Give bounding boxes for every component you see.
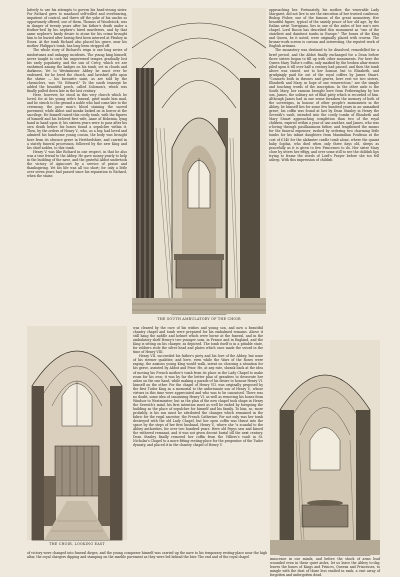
text-column-left-top	[27, 8, 127, 270]
choir-looking-east-engraving	[27, 326, 127, 540]
paragraph: The whole story of Richard's reign is one long series of misfortunes and unhappy incidents. The young king himself, never taught to curb his ungoverned temper, gradually lost his early popularity, and the sun of Crécy, which we are enshrined among the badges on his tomb, set in clouds and darkness. Yet to Westminster Abbey he must ever be endeared, for he loved the church, and lavished gifts upon the shrine — his favourite saint, as are told by the chroniclers, was "St. Edward." To the south transept he added the beautiful porch, called Solomon's, which was finally pulled down late in the last century.	[27, 48, 127, 93]
paragraph: was cleared by the cure of his wishes and young son, and now a beautiful chantry chapel and tomb were prepared for his embalmed remains. Above it still hang the saddle and helmet which were borne at the funeral, and in the ambulatory shelf Henry's two younger sons, in France and in England, and the King is sitting on his charger, as depicted. The tomb itself is in a pitiable state, for robbers stole the silver head and plates which once made the sword in the time of Henry VIII.	[133, 326, 263, 355]
paragraph: of victory were changed into funeral dirges, and the young conqueror himself was carried up the nave to his temporary resting-place near the high altar, the royal chargers dipping and stamping on the marble pavement as they were led behind the bier. The end and of the royal chapel	[27, 551, 267, 560]
paragraph: Henry V. was like Richard in one respect, in that he also was a true friend to the Abbey. He gave money yearly to help in the building of the nave, and the grateful Abbot undertook the victory of Agincourt by a service of praise and thanksgiving. Yet his life was all too short; for only a little over seven years had passed since his reparation to Richard, when the stains	[27, 149, 127, 178]
paragraph: Here, however, he stood in this very church which he loved, for at his young wife's funeral, grief made him mad, and he struck to the ground a noble who had come late to the ceremony, the poor man's blood staining the sacred pavement; while Abbot and monks looked on in horror at the sacrilege. He himself raised this costly tomb, with the figures of himself and his beloved first wife, Anne of Bohemia, lying hand in hand upon it; his sixteen years were to pass after his own death before his bones found a sepulchre within it. Then, by the orders of Henry V., who, as a boy, had loved and admired his handsome young cousin, the body was brought here from its obscure grave in Hertfordshire, and carried in a stately funeral procession, followed by the new King and his chief nobles, to this tomb.	[27, 92, 127, 150]
paragraph: The monastery was destined to be dissolved, remodelled for a brief period, and the Abbot finally exchanged for a Dean before three sisters began to fill up with other monuments. For here the Queen Mary Tudor's coffin, only marked by the broken altar-stones piled upon it till over half a century had passed, and then the tomb above was raised, not to her honour, but to Elizabeth, and grudgingly paid for out of the royal coffers by James Stuart. "Consorts both in thrones and graves, here rest we two sisters, Elizabeth and Mary, in hope of one resurrection," are the simple and touching words of the inscription. In the other aisle is the South Mary, her ransom brought here from Fotheringhay by her son, James, the solitary act of filial piety which is recorded of him. Although James had in one sense forsaken the memory of both of the sovereigns, in honour of other people's monuments in the Abbey, he himself lies for some few hundred years in an unmarked grave; his coffin was found at last by Dean Stanley in Henry the Seventh's vault, intruded into the costly tombs of Elizabeth and Mary Stuart approaching completion than two of the royal children, expired within a year of one another, and James, who was a-loving through pusillanimous father, and lengthened the means for the funeral expenses; rushed by ordering two charming little tombs for his infant daughters from Maximilian Poulteau at the cost of £140 for the alabaster cradle tomb alone, where the quaint baby Sophia, who died when only three days old, sleeps as peacefully as it is given to few Princesses to do. Her sister Mary close by utters her effigy, and over some still to see the childish lips trying to frame the words of Lord's Prayer before she too fell asleep. With this impression of childish	[269, 48, 379, 162]
text-column-middle-bottom	[133, 326, 263, 576]
paragraph: latterly to use his attempts to govern his head-strong sister. For Richard grew to manhood self-willed and overbearing, impatient of control, and threw off the yoke of his uncles so opportunely offered; one of them, Thomas of Woodstock, was in danger of twenty years after his father's death under a feather-bed by his nephew's hired murderers, and by that same nephew's hardy desire to atone for his crime brought him to be buried after having first been interred at Pleshey in Essex. At the tomb Richard also placed his grave, near his mother Philippa's tomb, has long been stripped off.	[27, 8, 127, 49]
chapel-arch-engraving	[270, 340, 380, 555]
paragraph: Henry VII. succeeded his father's piety and his love of the Abbey, but none of his sterner qualities; and here, even while the Wars of the Roses were raging, the anxious young King would walk, intent on choosing a situation for his grave, assisted by Abbot and Prior. He, at any rate, shrank back at the idea of moving his French mother's tomb from its place in the Lady Chapel to make room for his own; it was by far the better plan of grandees to desecrate her ashes on the one hand, while making a parade of his desire to honour Henry VI. himself on the other. For the chapel of Henry VII. was originally proposed by the first Tudor King as a memorial to the unfortunate son of Henry V., whose virtues in this time were appreciated and who was to be canonised. There was no doubt, some idea of canonising Henry VI. as well as removing his bones from Windsor to Westminster; but as the plan of the new chapel took shape in Henry the Seventh's mind, his first intention must as well be ended by foregoing the building as the place of sepulchre for himself and his family. To him, so, more probably, is his son must be attributed the changes which remained in the fabric for the regal ancestor, the French Catherine. For not only was her tomb destroyed with the old Lady Chapel, but her open coffin was thrust into the space by the steps of her first husband, Henry V., where she "a scandal to the Abbey authorities, for over two hundred years. Here old Pepys saw and kissed the withered remnant, and it was not given decent burial till the next century. Dean Stanley finally removed her coffin from the Villiers's vault in St. Nicholas's Chapel to a more fitting resting-place for the progenitor of the Tudor dynasty, and placed it in the chantry chapel of Henry V.	[133, 354, 263, 448]
south-ambulatory-engraving	[132, 8, 266, 314]
text-column-right-top	[269, 8, 379, 336]
figure-caption-top: THE SOUTH AMBULATORY OF THE CHOIR	[157, 317, 241, 321]
figure-caption-bottom-left: THE CHOIR, LOOKING EAST	[49, 542, 105, 546]
text-column-right-bottom	[270, 557, 380, 575]
text-column-left-bottom	[27, 551, 267, 575]
paragraph: approaching her. Fortunately, his mother, the venerable Lady Margaret, did not live to see the execution of her trusted confessor, Bishop Fisher, one of the famous of the great monastery. Her beautiful figure, typical of the saintly peace of her old age, by the Italian artist Torrigiano, lies in one of the aisles of her son's new chapel. Lord Bacon has described this monument as "one of the stateliest and daintiest tombs in Europe." The bones of the King and Queen, be it noted, were originally placed with crowns. The bronze-work screen is curious and interesting, the reputed work of English artisans.	[269, 8, 379, 49]
paragraph: innocence in our minds, and before the shock of arms lead wounded even in these quiet aisles, let us leave the Abbey to-day, leaves the bones of Kings and Princes, Queens and Princesses, to mingle with the dust of those less exalted in rank, a vast array of forgotten and unforgotten dead.	[270, 557, 380, 577]
